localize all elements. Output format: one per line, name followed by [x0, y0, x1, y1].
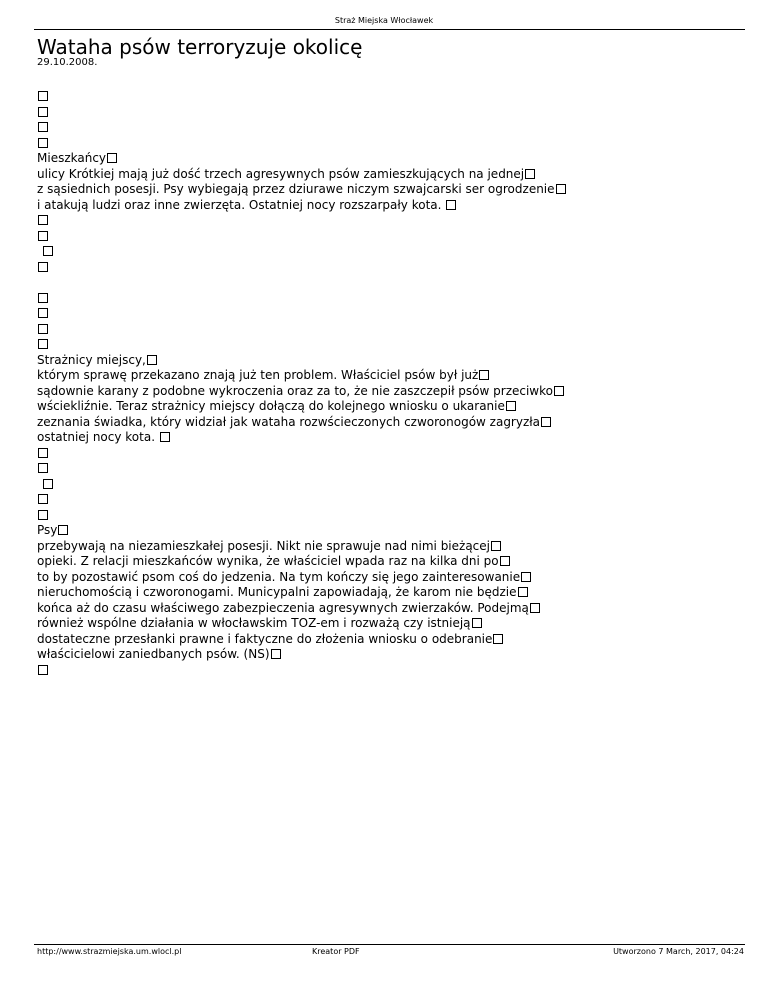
missing-glyph-line	[37, 244, 745, 260]
missing-glyph-icon	[525, 169, 535, 179]
missing-glyph-icon	[38, 494, 48, 504]
line-text: Psy	[37, 523, 58, 537]
missing-glyph-icon	[556, 184, 566, 194]
blank-line	[37, 275, 745, 291]
missing-glyph-line	[37, 229, 745, 245]
missing-glyph-icon	[506, 401, 516, 411]
line-text: sądownie karany z podobne wykroczenia oraz za to, że nie zaszczepił psów przeciwko	[37, 383, 553, 398]
missing-glyph-icon	[446, 200, 456, 210]
line-text: i atakują ludzi oraz inne zwierzęta. Ostatniej nocy rozszarpały kota.	[37, 197, 446, 212]
line-text: ostatniej nocy kota.	[37, 430, 159, 444]
text-line	[37, 430, 745, 446]
missing-glyph-line	[37, 291, 745, 307]
footer-url: http://www.strazmiejska.um.wlocl.pl	[37, 947, 182, 956]
missing-glyph-line	[37, 306, 745, 322]
missing-glyph-icon	[38, 448, 48, 458]
line-text: nieruchomością i czworonogami. Municypalni zapowiadają, że karom nie będzie	[37, 585, 517, 599]
missing-glyph-icon	[541, 417, 551, 427]
text-line	[37, 523, 745, 539]
text-line	[37, 151, 745, 167]
missing-glyph-icon	[107, 153, 117, 163]
text-line	[37, 384, 745, 400]
header-divider	[34, 29, 745, 30]
line-text: którym sprawę przekazano znają już ten problem. Właściciel psów był już	[37, 368, 479, 382]
line-text: właścicielowi zaniedbanych psów. (NS)	[37, 647, 270, 661]
text-line	[37, 182, 745, 198]
line-text: to by pozostawić psom coś do jedzenia. Na tym kończy się jego zainteresowanie	[37, 569, 521, 584]
missing-glyph-icon	[554, 386, 564, 396]
text-line	[37, 368, 745, 384]
missing-glyph-line	[37, 461, 745, 477]
article-title: Wataha psów terroryzuje okolicę	[37, 35, 363, 59]
missing-glyph-icon	[38, 215, 48, 225]
text-line	[37, 632, 745, 648]
missing-glyph-icon	[521, 572, 531, 582]
missing-glyph-icon	[38, 308, 48, 318]
missing-glyph-icon	[491, 541, 501, 551]
text-line	[37, 167, 745, 183]
missing-glyph-line	[37, 260, 745, 276]
missing-glyph-icon	[38, 339, 48, 349]
text-line	[37, 570, 745, 586]
missing-glyph-icon	[38, 293, 48, 303]
text-line	[37, 647, 745, 663]
missing-glyph-line	[37, 89, 745, 105]
missing-glyph-line	[37, 477, 745, 493]
missing-glyph-icon	[38, 91, 48, 101]
text-line	[37, 198, 745, 214]
missing-glyph-icon	[271, 649, 281, 659]
missing-glyph-line	[37, 446, 745, 462]
missing-glyph-icon	[38, 463, 48, 473]
missing-glyph-line	[37, 120, 745, 136]
missing-glyph-icon	[38, 138, 48, 148]
missing-glyph-line	[37, 322, 745, 338]
line-text: opieki. Z relacji mieszkańców wynika, że właściciel wpada raz na kilka dni po	[37, 554, 499, 568]
page-header: Straż Miejska Włocławek	[334, 16, 434, 25]
missing-glyph-icon	[58, 525, 68, 535]
missing-glyph-icon	[38, 122, 48, 132]
text-line	[37, 539, 745, 555]
missing-glyph-line	[37, 136, 745, 152]
line-text: przebywają na niezamieszkałej posesji. Nikt nie sprawuje nad nimi bieżącej	[37, 538, 490, 553]
line-text: wściekliźnie. Teraz strażnicy miejscy dołączą do kolejnego wniosku o ukaranie	[37, 399, 505, 413]
line-text: dostateczne przesłanki prawne i faktyczne do złożenia wniosku o odebranie	[37, 631, 493, 646]
missing-glyph-line	[37, 337, 745, 353]
text-line	[37, 353, 745, 369]
line-text: również wspólne działania w włocławskim TOZ-em i rozważą czy istnieją	[37, 616, 471, 630]
text-line	[37, 616, 745, 632]
text-line	[37, 601, 745, 617]
line-text: z sąsiednich posesji. Psy wybiegają przez dziurawe niczym szwajcarski ser ogrodzenie	[37, 182, 555, 196]
missing-glyph-icon	[38, 262, 48, 272]
footer-divider	[34, 944, 745, 945]
line-text: zeznania świadka, który widział jak wataha rozwścieczonych czworonogów zagryzła	[37, 414, 541, 429]
missing-glyph-line	[37, 492, 745, 508]
footer-generator: Kreator PDF	[312, 947, 360, 956]
missing-glyph-icon	[43, 479, 53, 489]
text-line	[37, 554, 745, 570]
footer-created-date: Utworzono 7 March, 2017, 04:24	[613, 947, 744, 956]
missing-glyph-icon	[530, 603, 540, 613]
missing-glyph-icon	[38, 510, 48, 520]
missing-glyph-icon	[38, 231, 48, 241]
line-text: Strażnicy miejscy,	[37, 352, 146, 367]
missing-glyph-icon	[38, 324, 48, 334]
missing-glyph-icon	[38, 665, 48, 675]
article-body	[37, 89, 745, 678]
missing-glyph-icon	[500, 556, 510, 566]
article-date: 29.10.2008.	[37, 57, 98, 68]
text-line	[37, 415, 745, 431]
missing-glyph-icon	[147, 355, 157, 365]
missing-glyph-icon	[38, 107, 48, 117]
line-text: końca aż do czasu właściwego zabezpieczenia agresywnych zwierzaków. Podejmą	[37, 600, 529, 615]
missing-glyph-icon	[518, 587, 528, 597]
missing-glyph-line	[37, 663, 745, 679]
missing-glyph-line	[37, 105, 745, 121]
missing-glyph-icon	[43, 246, 53, 256]
line-text: Mieszkańcy	[37, 151, 107, 165]
text-line	[37, 585, 745, 601]
missing-glyph-line	[37, 213, 745, 229]
missing-glyph-icon	[479, 370, 489, 380]
missing-glyph-line	[37, 508, 745, 524]
text-line	[37, 399, 745, 415]
missing-glyph-icon	[472, 618, 482, 628]
missing-glyph-icon	[160, 432, 170, 442]
missing-glyph-icon	[493, 634, 503, 644]
line-text: ulicy Krótkiej mają już dość trzech agresywnych psów zamieszkujących na jednej	[37, 166, 525, 181]
